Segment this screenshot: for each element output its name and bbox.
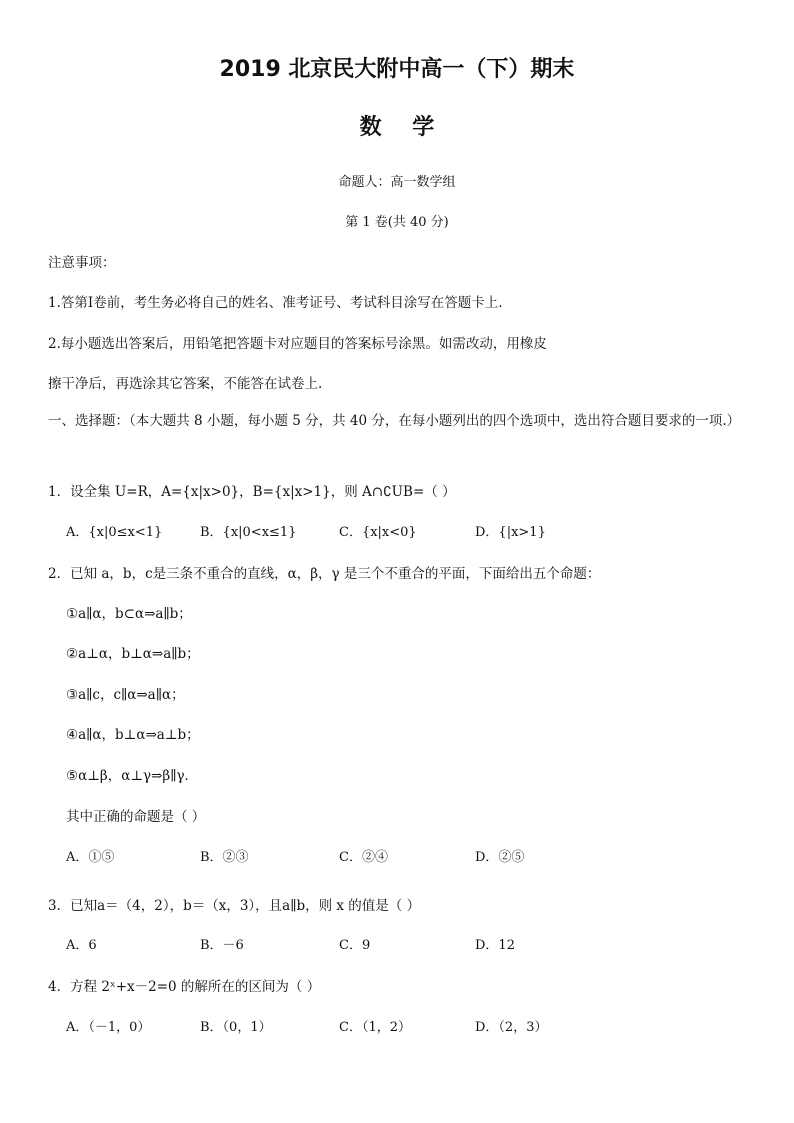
question-1-stem: 1．设全集 U=R，A={x|x>0}，B={x|x>1}，则 A∩∁UB=（ ） [48,484,456,500]
q2-question: 其中正确的命题是（ ） [66,809,206,825]
q2-option-b: B．②③ [200,850,249,865]
q1-option-b: B．{x|0<x≤1} [200,525,297,540]
note-item-2-cont: 擦干净后，再选涂其它答案，不能答在试卷上. [48,376,323,392]
q2-proposition-1: ①a∥α，b⊂α⇒a∥b； [66,606,192,622]
q1-option-c: C．{x|x<0} [339,525,417,540]
q4-option-b: B．（0，1） [200,1020,272,1035]
q2-proposition-2: ②a⊥α，b⊥α⇒a∥b； [66,646,200,662]
q4-option-d: D．（2，3） [475,1020,548,1035]
q2-proposition-5: ⑤α⊥β，α⊥γ⇒β∥γ． [66,768,199,784]
note-item-1: 1.答第Ⅰ卷前，考生务必将自己的姓名、准考证号、考试科目涂写在答题卡上. [48,295,503,311]
question-3-stem: 3．已知a＝（4，2），b＝（x，3），且a∥b，则 x 的值是（ ） [48,898,421,914]
q3-option-a: A．6 [66,938,97,953]
q2-option-c: C．②④ [339,850,388,865]
question-4-stem: 4．方程 2ˣ+x－2=0 的解所在的区间为（ ） [48,979,321,995]
q3-option-d: D．12 [475,938,515,953]
section-heading: 一、选择题：（本大题共 8 小题，每小题 5 分，共 40 分，在每小题列出的四个选项中，选出符合题目要求的一项.） [48,413,741,429]
q1-option-d: D．{|x>1} [475,525,546,540]
q4-option-a: A．（－1，0） [66,1020,151,1035]
question-2-stem: 2．已知 a，b，c是三条不重合的直线，α，β，γ 是三个不重合的平面，下面给出五个命题： [48,566,601,582]
q2-proposition-4: ④a∥α，b⊥α⇒a⊥b； [66,727,200,743]
q3-option-c: C．9 [339,938,371,953]
note-item-2: 2.每小题选出答案后，用铅笔把答题卡对应题目的答案标号涂黑。如需改动，用橡皮 [48,336,547,352]
q2-option-d: D．②⑤ [475,850,525,865]
q2-proposition-3: ③a∥c，c∥α⇒a∥α； [66,687,185,703]
q2-option-a: A．①⑤ [66,850,115,865]
notes-heading: 注意事项： [48,255,116,271]
exam-title: 2019 北京民大附中高一（下）期末 [219,57,575,82]
q4-option-c: C．（1，2） [339,1020,411,1035]
subject-title: 数 学 [359,115,435,140]
q1-option-a: A．{x|0≤x<1} [66,525,163,540]
volume-line: 第 1 卷(共 40 分) [345,215,449,230]
author-line: 命题人：高一数学组 [338,175,456,190]
q3-option-b: B．－6 [200,938,244,953]
